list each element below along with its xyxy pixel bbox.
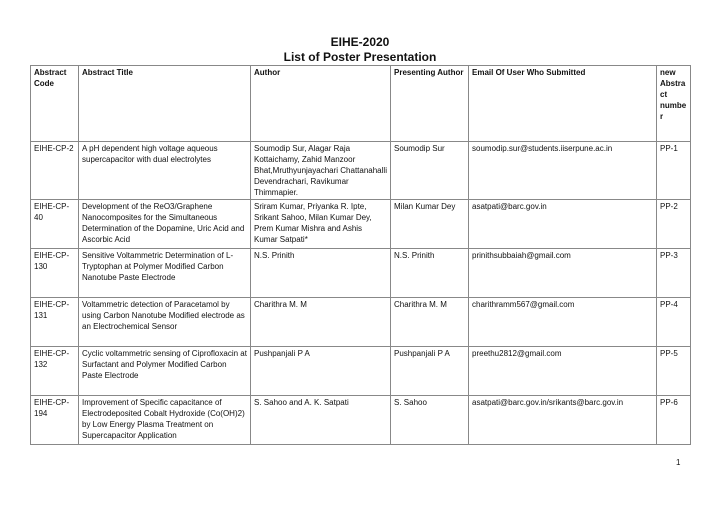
new-abstract-number: PP-3 bbox=[657, 249, 691, 298]
poster-table bbox=[30, 65, 691, 445]
page-number: 1 bbox=[676, 458, 681, 467]
author: Pushpanjali P A bbox=[251, 347, 391, 396]
table-row bbox=[31, 142, 691, 200]
abstract-code: EIHE-CP-2 bbox=[31, 142, 79, 200]
page-subtitle: List of Poster Presentation bbox=[283, 50, 437, 64]
presenting-author: Charithra M. M bbox=[391, 298, 469, 347]
author: Soumodip Sur, Alagar Raja Kottaichamy, Zahid Manzoor Bhat,Mruthyunjayachari Chattanahalli Devendrachari, Ravikumar Thimmapier. bbox=[251, 142, 391, 200]
abstract-title: Voltammetric detection of Paracetamol by using Carbon Nanotube Modified electrode as an Electrochemical Sensor bbox=[79, 298, 251, 347]
author: Charithra M. M bbox=[251, 298, 391, 347]
new-abstract-number: PP-6 bbox=[657, 396, 691, 445]
header-email: Email Of User Who Submitted bbox=[469, 66, 657, 142]
page-title: EIHE-2020 bbox=[330, 35, 390, 49]
email: asatpati@barc.gov.in bbox=[469, 200, 657, 249]
email: asatpati@barc.gov.in/srikants@barc.gov.in bbox=[469, 396, 657, 445]
abstract-title: Development of the ReO3/Graphene Nanocomposites for the Simultaneous Determination of the Dopamine, Uric Acid and Ascorbic Acid bbox=[79, 200, 251, 249]
table-row bbox=[31, 298, 691, 347]
table-row bbox=[31, 200, 691, 249]
abstract-code: EIHE-CP-40 bbox=[31, 200, 79, 249]
abstract-code: EIHE-CP-130 bbox=[31, 249, 79, 298]
abstract-title: Sensitive Voltammetric Determination of L-Tryptophan at Polymer Modified Carbon Nanotube Paste Electrode bbox=[79, 249, 251, 298]
presenting-author: Pushpanjali P A bbox=[391, 347, 469, 396]
email: prinithsubbaiah@gmail.com bbox=[469, 249, 657, 298]
header-abstract-code: Abstract Code bbox=[31, 66, 79, 142]
header-author: Author bbox=[251, 66, 391, 142]
abstract-title: Improvement of Specific capacitance of Electrodeposited Cobalt Hydroxide (Co(OH)2) by Low Energy Plasma Treatment on Supercapacitor Application bbox=[79, 396, 251, 445]
abstract-code: EIHE-CP-194 bbox=[31, 396, 79, 445]
email: preethu2812@gmail.com bbox=[469, 347, 657, 396]
header-new-abstract-number: new Abstract number bbox=[657, 66, 691, 142]
table-row bbox=[31, 249, 691, 298]
presenting-author: S. Sahoo bbox=[391, 396, 469, 445]
abstract-code: EIHE-CP-131 bbox=[31, 298, 79, 347]
new-abstract-number: PP-5 bbox=[657, 347, 691, 396]
table-header-row bbox=[31, 66, 691, 142]
author: N.S. Prinith bbox=[251, 249, 391, 298]
new-abstract-number: PP-4 bbox=[657, 298, 691, 347]
abstract-code: EIHE-CP-132 bbox=[31, 347, 79, 396]
email: soumodip.sur@students.iiserpune.ac.in bbox=[469, 142, 657, 200]
author: Sriram Kumar, Priyanka R. Ipte, Srikant Sahoo, Milan Kumar Dey, Prem Kumar Mishra and Ashis Kumar Satpati* bbox=[251, 200, 391, 249]
presenting-author: N.S. Prinith bbox=[391, 249, 469, 298]
abstract-title: A pH dependent high voltage aqueous supercapacitor with dual electrolytes bbox=[79, 142, 251, 200]
new-abstract-number: PP-2 bbox=[657, 200, 691, 249]
new-abstract-number: PP-1 bbox=[657, 142, 691, 200]
header-abstract-title: Abstract Title bbox=[79, 66, 251, 142]
abstract-title: Cyclic voltammetric sensing of Ciprofloxacin at Surfactant and Polymer Modified Carbon Paste Electrode bbox=[79, 347, 251, 396]
author: S. Sahoo and A. K. Satpati bbox=[251, 396, 391, 445]
header-presenting-author: Presenting Author bbox=[391, 66, 469, 142]
presenting-author: Soumodip Sur bbox=[391, 142, 469, 200]
table-row bbox=[31, 347, 691, 396]
table-row bbox=[31, 396, 691, 445]
presenting-author: Milan Kumar Dey bbox=[391, 200, 469, 249]
email: charithramm567@gmail.com bbox=[469, 298, 657, 347]
